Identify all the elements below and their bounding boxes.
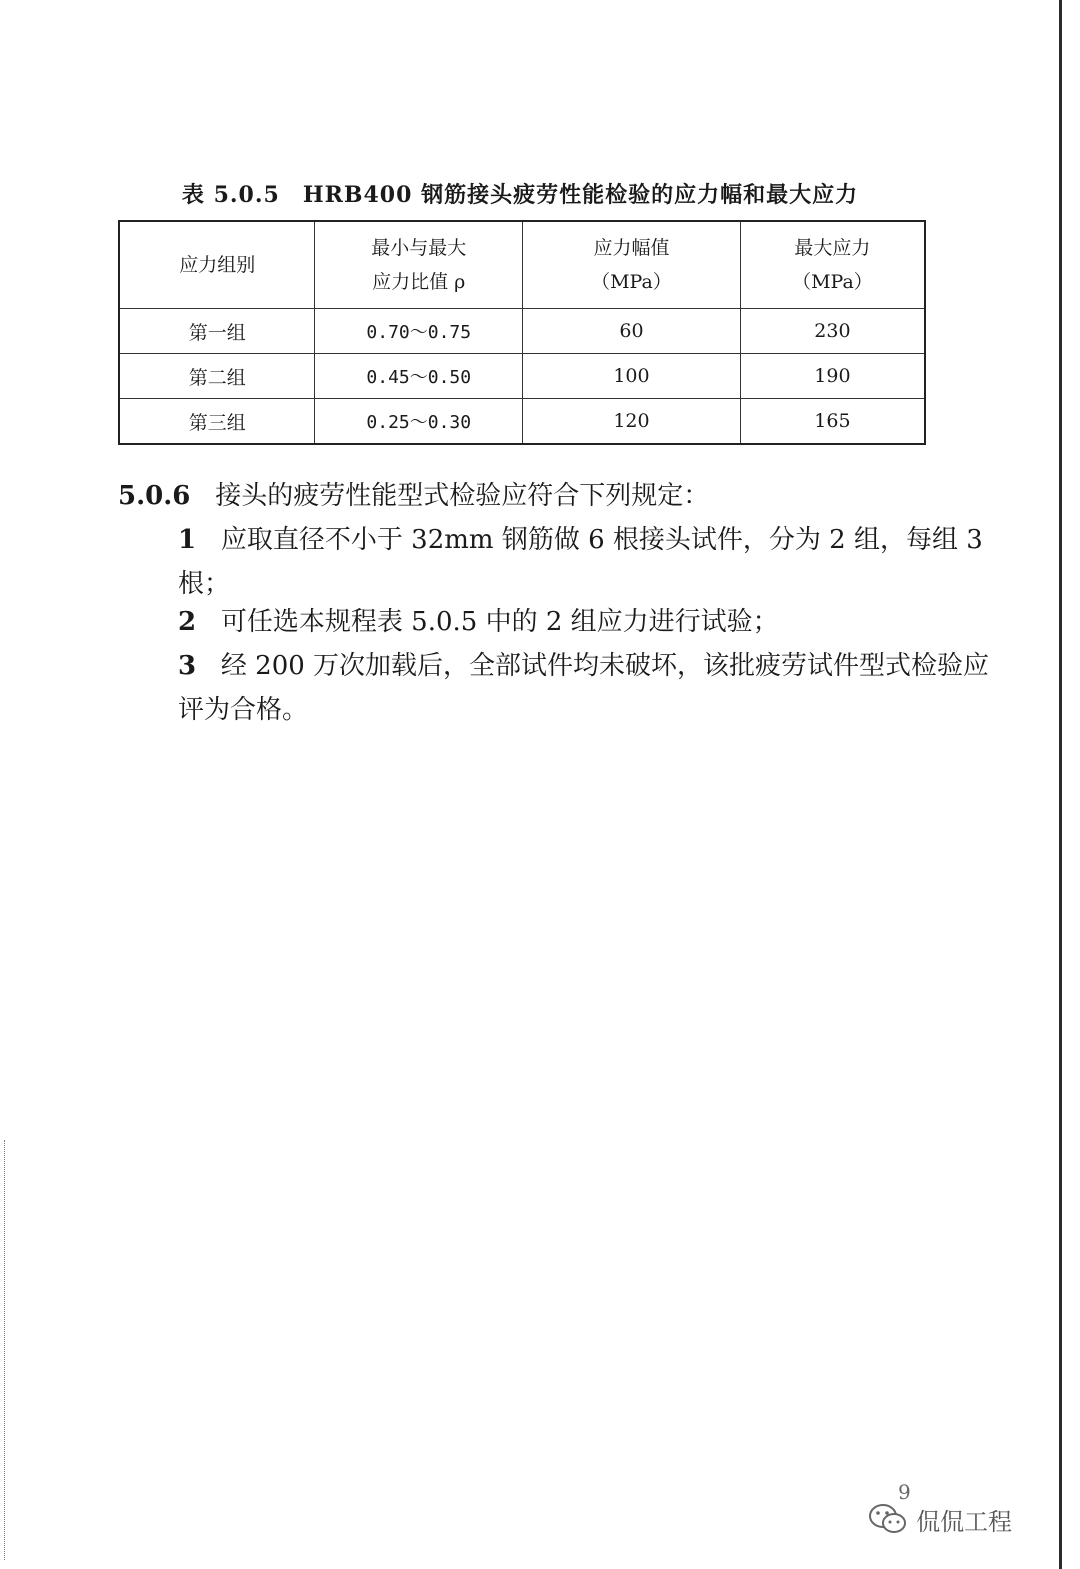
header-amp-line1: 应力幅值: [593, 237, 670, 259]
section-text: 接头的疲劳性能型式检验应符合下列规定：: [215, 481, 710, 511]
cell-ratio: 0.45～0.50: [315, 354, 523, 399]
cell-amplitude: 120: [523, 399, 741, 445]
header-group: [119, 221, 315, 309]
section-number: 5.0.6: [118, 481, 191, 511]
list-item: [118, 600, 998, 644]
header-amp-line2: （MPa）: [591, 271, 672, 293]
item-text: 应取直径不小于 32mm 钢筋做 6 根接头试件，分为 2 组，每组 3 根；: [178, 525, 983, 599]
page-edge-left: [4, 1140, 6, 1560]
cell-group: 第一组: [119, 309, 315, 354]
page-number: 9: [898, 1480, 911, 1504]
stress-table: [118, 220, 926, 445]
table-row: [119, 399, 925, 445]
watermark: [868, 1502, 1012, 1537]
header-group-label: 应力组别: [179, 254, 256, 276]
list-item: [118, 518, 998, 606]
header-amplitude: [523, 221, 741, 309]
cell-amplitude: 60: [523, 309, 741, 354]
header-max-line2: （MPa）: [792, 271, 873, 293]
table-header-row: [119, 221, 925, 309]
cell-group: 第二组: [119, 354, 315, 399]
item-number: 1: [178, 525, 197, 555]
item-text: 可任选本规程表 5.0.5 中的 2 组应力进行试验；: [220, 607, 779, 637]
wechat-icon: [868, 1503, 908, 1537]
item-number: 3: [178, 651, 197, 681]
cell-amplitude: 100: [523, 354, 741, 399]
cell-max: 190: [740, 354, 925, 399]
cell-max: 230: [740, 309, 925, 354]
cell-ratio: 0.70～0.75: [315, 309, 523, 354]
table-row: [119, 354, 925, 399]
header-ratio: [315, 221, 523, 309]
cell-ratio: 0.25～0.30: [315, 399, 523, 445]
list-item: [118, 644, 998, 732]
table-title: 表 5.0.5 HRB400 钢筋接头疲劳性能检验的应力幅和最大应力: [181, 182, 859, 208]
watermark-text: 侃侃工程: [916, 1508, 1012, 1536]
item-number: 2: [178, 607, 197, 637]
table-row: [119, 309, 925, 354]
header-max-line1: 最大应力: [794, 237, 871, 259]
page-edge-right: [1059, 0, 1062, 1569]
item-text: 经 200 万次加载后，全部试件均未破坏，该批疲劳试件型式检验应评为合格。: [178, 651, 990, 725]
header-ratio-line1: 最小与最大: [371, 237, 467, 259]
cell-max: 165: [740, 399, 925, 445]
header-max-stress: [740, 221, 925, 309]
header-ratio-line2: 应力比值 ρ: [372, 271, 466, 293]
cell-group: 第三组: [119, 399, 315, 445]
section-506: [118, 474, 938, 518]
